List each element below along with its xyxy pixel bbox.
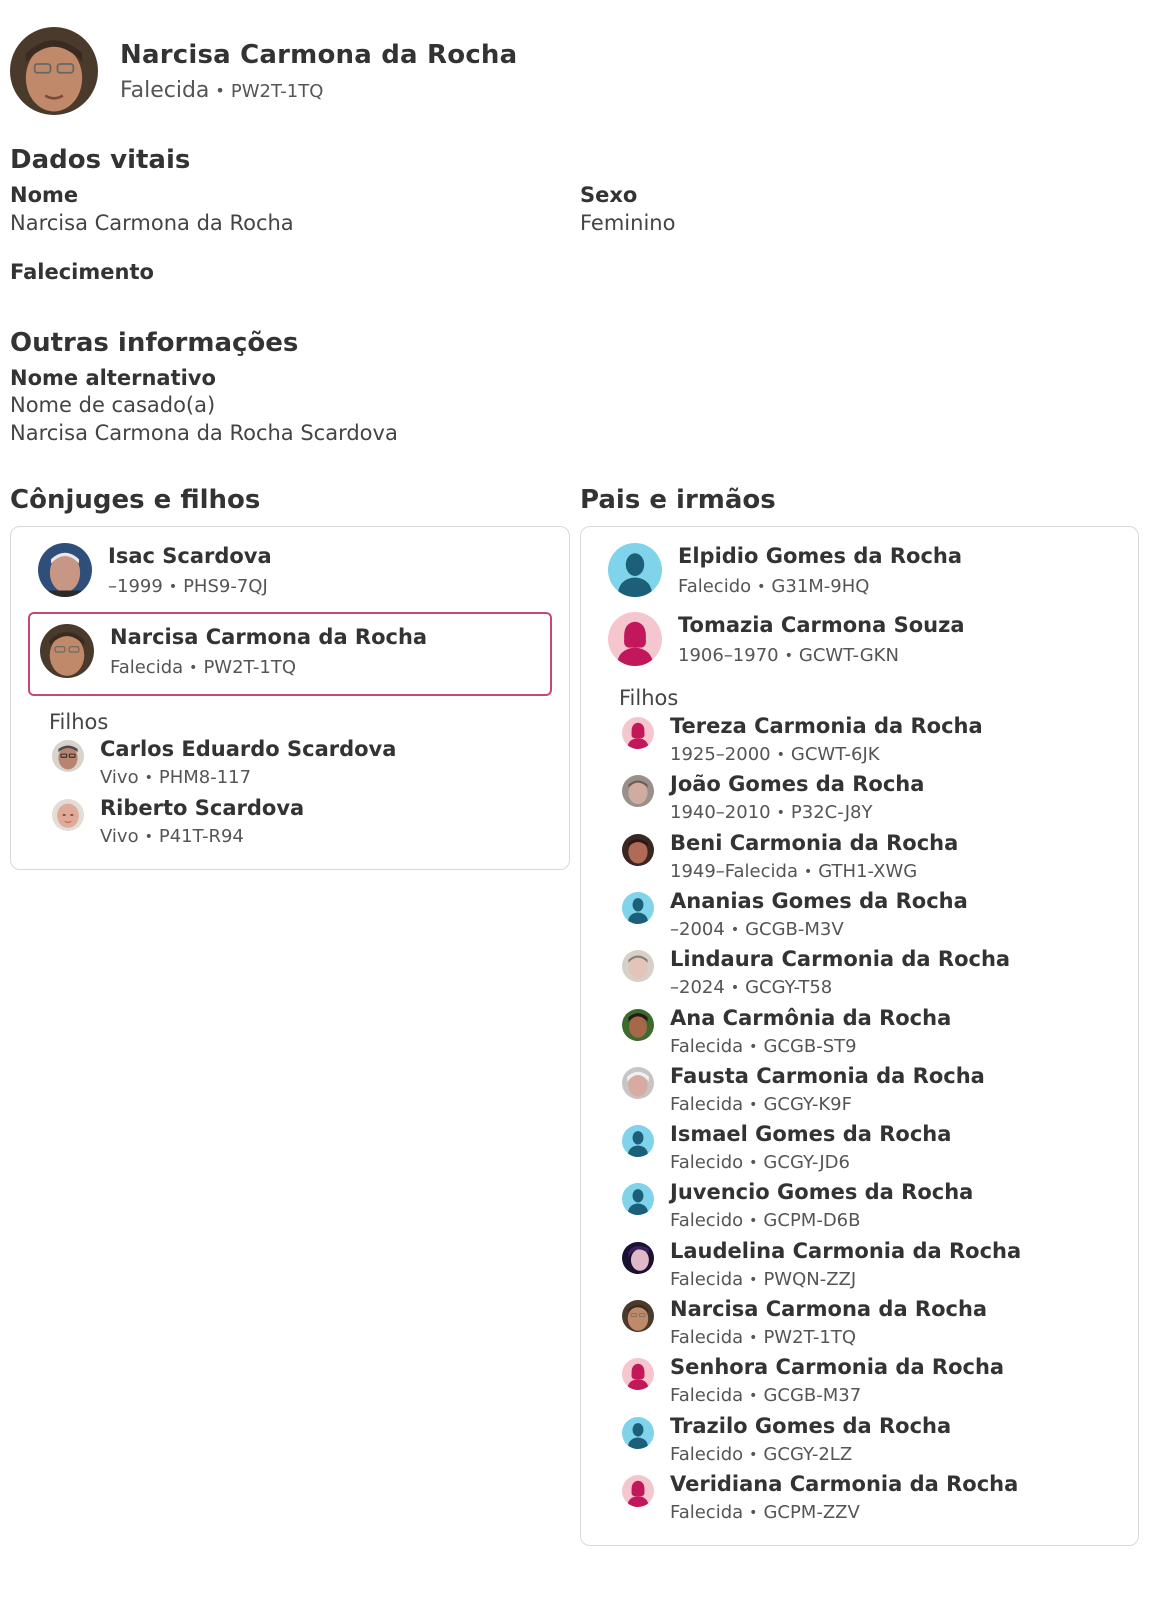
- photo-grey-icon: [622, 775, 654, 807]
- person-meta: Falecida • GCGB-M37: [670, 1385, 862, 1407]
- sibling-person[interactable]: [622, 1355, 1004, 1406]
- avatar: [622, 1067, 654, 1099]
- avatar: [622, 1358, 654, 1390]
- silhouette-male-icon: [622, 1183, 654, 1215]
- sibling-person[interactable]: [622, 1472, 1018, 1523]
- photo-woman-icon: [10, 27, 98, 115]
- sibling-person[interactable]: [622, 772, 924, 823]
- avatar: [52, 799, 84, 831]
- person-meta: 1949–Falecida • GTH1-XWG: [670, 860, 918, 882]
- person-meta: –2024 • GCGY-T58: [670, 977, 833, 999]
- person-meta: Falecido • GCGY-JD6: [670, 1152, 850, 1174]
- person-meta: Vivo • P41T-R94: [100, 826, 244, 847]
- person-meta: Falecida • PW2T-1TQ: [670, 1327, 856, 1348]
- avatar: [622, 775, 654, 807]
- person-name: Fausta Carmonia da Rocha: [670, 1063, 985, 1088]
- person-name: Tereza Carmonia da Rocha: [670, 714, 983, 738]
- header-subtitle: Falecida • PW2T-1TQ: [120, 77, 324, 103]
- person-name: Ismael Gomes da Rocha: [670, 1122, 952, 1147]
- silhouette-male-icon: [622, 1417, 654, 1449]
- alt-name-value: Narcisa Carmona da Rocha Scardova: [10, 421, 398, 445]
- mother-person[interactable]: [608, 612, 965, 666]
- sibling-person[interactable]: [622, 1239, 1021, 1290]
- child-person[interactable]: [52, 737, 396, 788]
- person-meta: Falecida • GCGY-K9F: [670, 1093, 852, 1115]
- avatar[interactable]: [10, 27, 98, 115]
- self-person[interactable]: [40, 624, 427, 678]
- sibling-person[interactable]: [622, 831, 958, 882]
- person-meta: –2004 • GCGB-M3V: [670, 918, 844, 940]
- spouse-person[interactable]: [38, 543, 272, 597]
- photo-man-bald-icon: [52, 799, 84, 831]
- person-name: Carlos Eduardo Scardova: [100, 737, 397, 761]
- sex-value: Feminino: [580, 211, 676, 235]
- person-name: Veridiana Carmonia da Rocha: [670, 1471, 1019, 1496]
- person-meta: Falecida • PWQN-ZZJ: [670, 1268, 857, 1290]
- avatar: [38, 543, 92, 597]
- avatar: [622, 1009, 654, 1041]
- person-name: Narcisa Carmona da Rocha: [110, 625, 428, 649]
- person-meta: Falecida • GCPM-ZZV: [670, 1501, 860, 1523]
- person-name: Riberto Scardova: [100, 796, 305, 820]
- person-meta: Vivo • PHM8-117: [100, 767, 252, 788]
- person-name: Narcisa Carmona da Rocha: [670, 1297, 988, 1321]
- person-name: Ana Carmônia da Rocha: [670, 1005, 952, 1030]
- photo-dark-icon: [622, 1242, 654, 1274]
- person-meta: Falecido • G31M-9HQ: [678, 576, 870, 597]
- person-meta: –1999 • PHS9-7QJ: [108, 576, 268, 597]
- alt-name-type: Nome de casado(a): [10, 393, 216, 417]
- sex-label: Sexo: [580, 183, 638, 207]
- person-name: Isac Scardova: [108, 544, 272, 568]
- sibling-person[interactable]: [622, 1297, 987, 1348]
- person-meta: Falecido • GCPM-D6B: [670, 1210, 861, 1232]
- sibling-person[interactable]: [622, 1064, 985, 1115]
- photo-man-glasses-icon: [52, 740, 84, 772]
- person-name: Lindaura Carmonia da Rocha: [670, 947, 1011, 972]
- person-name: Trazilo Gomes da Rocha: [670, 1413, 952, 1438]
- photo-warm-icon: [622, 834, 654, 866]
- sibling-person[interactable]: [622, 1414, 951, 1465]
- person-header: [10, 27, 517, 115]
- sibling-person[interactable]: [622, 947, 1010, 998]
- status-text: Falecida: [120, 77, 210, 103]
- person-meta: 1925–2000 • GCWT-6JK: [670, 744, 880, 765]
- name-label: Nome: [10, 183, 79, 207]
- person-name: Elpidio Gomes da Rocha: [678, 544, 963, 568]
- person-name: Juvencio Gomes da Rocha: [670, 1180, 974, 1205]
- child-person[interactable]: [52, 796, 304, 847]
- silhouette-male-icon: [622, 892, 654, 924]
- avatar: [52, 740, 84, 772]
- avatar: [622, 1242, 654, 1274]
- alt-name-label: Nome alternativo: [10, 366, 216, 390]
- avatar: [622, 1183, 654, 1215]
- sibling-person[interactable]: [622, 1006, 951, 1057]
- avatar: [622, 1125, 654, 1157]
- person-name: Beni Carmonia da Rocha: [670, 830, 959, 855]
- person-meta: 1906–1970 • GCWT-GKN: [678, 645, 899, 666]
- photo-white-hair-icon: [622, 1067, 654, 1099]
- children-label: Filhos: [49, 710, 109, 734]
- person-name: Senhora Carmonia da Rocha: [670, 1355, 1005, 1380]
- silhouette-female-icon: [622, 1358, 654, 1390]
- avatar: [622, 717, 654, 749]
- parents-heading: Pais e irmãos: [580, 485, 776, 515]
- spouses-heading: Cônjuges e filhos: [10, 485, 261, 515]
- silhouette-female-icon: [622, 717, 654, 749]
- person-meta: 1940–2010 • P32C-J8Y: [670, 802, 873, 824]
- avatar: [622, 1475, 654, 1507]
- person-meta: Falecida • PW2T-1TQ: [110, 657, 296, 678]
- avatar: [622, 1417, 654, 1449]
- death-label: Falecimento: [10, 260, 154, 284]
- photo-light-icon: [622, 950, 654, 982]
- silhouette-male-icon: [608, 543, 662, 597]
- name-value: Narcisa Carmona da Rocha: [10, 211, 294, 235]
- sibling-person[interactable]: [622, 889, 968, 940]
- person-meta: Falecido • GCGY-2LZ: [670, 1443, 853, 1465]
- photo-elder-man-icon: [38, 543, 92, 597]
- avatar: [608, 543, 662, 597]
- sibling-person[interactable]: [622, 714, 983, 765]
- photo-green-icon: [622, 1009, 654, 1041]
- silhouette-female-icon: [622, 1475, 654, 1507]
- sibling-person[interactable]: [622, 1122, 951, 1173]
- person-name: Tomazia Carmona Souza: [678, 613, 965, 637]
- vitals-heading: Dados vitais: [10, 145, 191, 175]
- person-meta: Falecida • GCGB-ST9: [670, 1035, 857, 1057]
- sibling-person[interactable]: [622, 1180, 973, 1231]
- silhouette-female-icon: [608, 612, 662, 666]
- children-label: Filhos: [619, 686, 679, 710]
- avatar: [622, 1300, 654, 1332]
- avatar: [608, 612, 662, 666]
- avatar: [622, 834, 654, 866]
- avatar: [40, 624, 94, 678]
- person-name: Ananias Gomes da Rocha: [670, 888, 968, 913]
- silhouette-male-icon: [622, 1125, 654, 1157]
- person-name: Laudelina Carmonia da Rocha: [670, 1238, 1022, 1263]
- photo-woman-icon: [622, 1300, 654, 1332]
- person-name: João Gomes da Rocha: [670, 772, 925, 797]
- avatar: [622, 892, 654, 924]
- avatar: [622, 950, 654, 982]
- person-id: PW2T-1TQ: [230, 80, 324, 102]
- photo-woman-icon: [40, 624, 94, 678]
- other-info-heading: Outras informações: [10, 328, 299, 358]
- page-title: Narcisa Carmona da Rocha: [120, 39, 518, 70]
- father-person[interactable]: [608, 543, 962, 597]
